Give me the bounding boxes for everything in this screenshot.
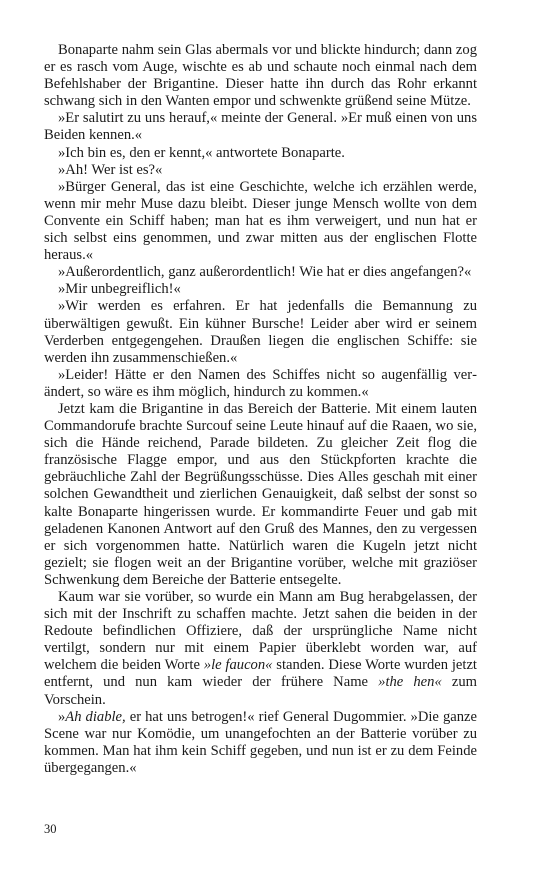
italic-text: »the hen« [378, 674, 442, 691]
text-run: »Außerordentlich, ganz außerordentlich! Wie hat er dies angefangen?« [58, 264, 472, 281]
text-run: zum Vorschein. [44, 674, 477, 708]
paragraph [44, 110, 477, 144]
text-run: Jetzt kam die Brigantine in das Bereich der Batterie. Mit einem lauten Commandorufe brachte Surcouf seine Leute hinauf auf die Raaen, wo sie, sich die Hände reichend, Parade bildeten. Zu gleicher Zeit flog die französische Flagge empor, und aus den Stückpforten krachte die gebräuchliche Zahl der Begrüßungsschüsse. Dies Alles geschah mit einer solchen Gewandtheit und zierlichen Genauigkeit, daß selbst der sonst so kalte Bonaparte hingerissen wurde. Er kommandirte Feuer und gab mit geladenen Kanonen Antwort auf den Gruß des Mannes, den zu vergessen er sich vorgenommen hatte. Natürlich waren die Kugeln jetzt nicht gezielt; sie flogen weit an der Brigantine vorüber, welche mit graziöser Schwenkung dem Bereiche der Batterie entsegelte. [44, 400, 477, 588]
text-run: »Ah! Wer ist es?« [58, 161, 163, 178]
paragraph [44, 42, 477, 110]
paragraph [44, 367, 477, 401]
body-text [44, 42, 477, 777]
paragraph [44, 709, 477, 777]
text-run: Kaum war sie vorüber, so wurde ein Mann am Bug herabgelassen, der sich mit der Inschrift zu schaffen machte. Jetzt sahen die beiden in der Redoute befindlichen Offiziere, daß der ursprüngliche Name nicht vertilgt, sondern nur mit einem Papier überklebt worden war, auf welchem die beiden Worte [44, 589, 477, 674]
text-run: standen. Diese Worte wurden jetzt entfernt, und nun kam wieder der frühere Name [44, 657, 477, 691]
text-run: »Er salutirt zu uns herauf,« meinte der General. »Er muß einen von uns Beiden kennen.« [44, 110, 477, 144]
text-run: er hat uns betrogen!« rief General Dugommier. »Die ganze Scene war nur Komödie, um unangefochten an der Batterie vorüber zu kommen. Man hat ihm kein Schiff gegeben, und nun ist er zu dem Feinde übergegangen.« [44, 708, 477, 776]
text-run: Bonaparte nahm sein Glas abermals vor und blickte hindurch; dann zog er es rasch vom Auge, wischte es ab und schaute noch einmal nach dem Befehlshaber der Brigantine. Dieser hatte ihn durch das Rohr erkannt schwang sich in den Wanten empor und schwenkte grüßend seine Mütze. [44, 42, 477, 110]
italic-text: Ah diable, [65, 708, 126, 725]
paragraph [44, 401, 477, 589]
italic-text: »le faucon« [203, 657, 273, 674]
text-run: »Mir unbegreiflich!« [58, 281, 181, 298]
paragraph [44, 179, 477, 264]
paragraph [44, 264, 477, 281]
text-run: »Leider! Hätte er den Namen des Schiffes nicht so augenfällig verändert, so wäre es ihm möglich, hindurch zu kommen.« [44, 366, 477, 400]
text-run: »Bürger General, das ist eine Geschichte, welche ich erzählen werde, wenn mir mehr Muse dazu bleibt. Dieser junge Mensch wollte von dem Convente ein Schiff haben; man hat es ihm verweigert, und nun hat er sich selbst eins genommen, und zwar mitten aus der englischen Flotte heraus.« [44, 178, 477, 264]
text-run: »Ich bin es, den er kennt,« antwortete Bonaparte. [58, 144, 345, 161]
text-run: » [58, 708, 66, 725]
paragraph [44, 589, 477, 709]
paragraph [44, 281, 477, 298]
page-number: 30 [44, 822, 57, 836]
paragraph [44, 298, 477, 366]
paragraph [44, 162, 477, 179]
text-run: »Wir werden es erfahren. Er hat jedenfalls die Bemannung zu überwältigen gewußt. Ein kühner Bursche! Leider aber wird er seinem Verderben entgegengehen. Draußen liegen die englischen Schiffe: sie werden ihn zusammenschießen.« [44, 298, 477, 366]
paragraph [44, 145, 477, 162]
